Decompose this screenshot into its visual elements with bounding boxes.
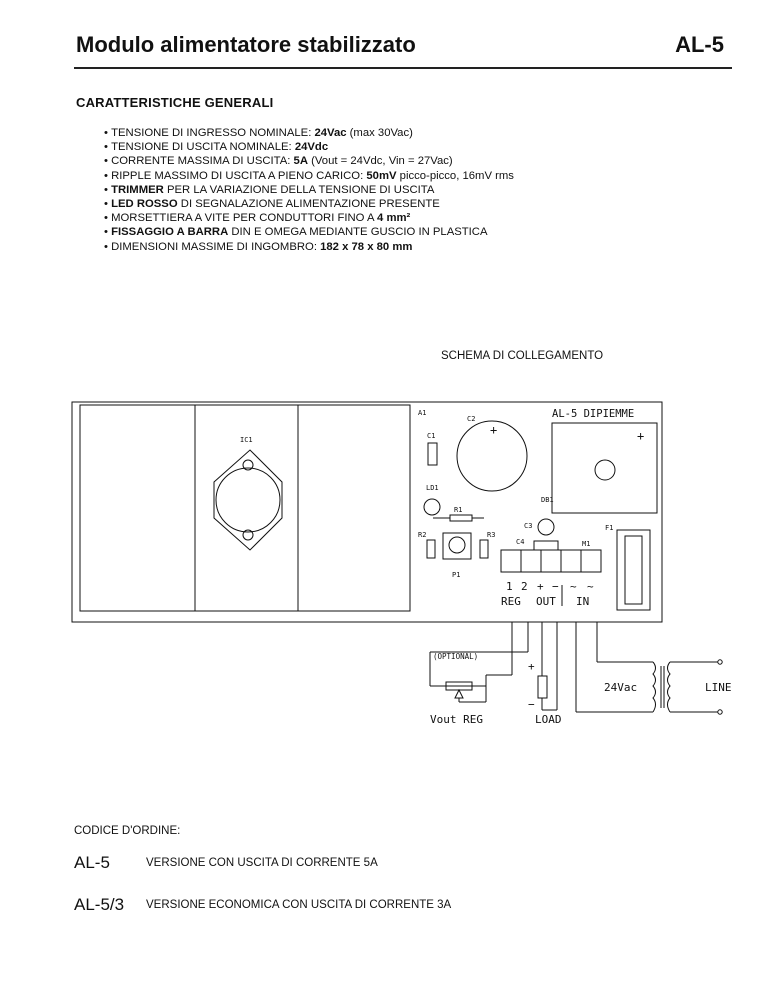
label-f1: F1 (605, 524, 614, 532)
feature-value: LED ROSSO (111, 198, 178, 211)
label-p1: P1 (452, 571, 461, 579)
feature-item (104, 225, 514, 239)
label-r1: R1 (454, 506, 463, 514)
feature-text: DIMENSIONI MASSIME DI INGOMBRO: (111, 240, 321, 253)
feature-text: MORSETTIERA A VITE PER CONDUTTORI FINO A (111, 212, 378, 225)
load-plus: + (528, 660, 535, 673)
diagram-caption: SCHEMA DI COLLEGAMENTO (441, 350, 604, 362)
c1-component (428, 443, 437, 465)
section-title: CARATTERISTICHE GENERALI (76, 95, 274, 110)
terminal-ac2: ~ (587, 580, 594, 593)
transformer (653, 662, 656, 712)
wiring-diagram (0, 390, 768, 740)
ordering-label: CODICE D'ORDINE: (74, 825, 181, 837)
label-a1: A1 (418, 409, 427, 417)
feature-text: DI SEGNALAZIONE ALIMENTAZIONE PRESENTE (177, 198, 440, 211)
order-description: VERSIONE ECONOMICA CON USCITA DI CORRENTE 3A (146, 899, 452, 911)
label-vout-reg: Vout REG (430, 713, 483, 726)
feature-value: 5A (293, 155, 308, 168)
feature-text: DIN E OMEGA MEDIANTE GUSCIO IN PLASTICA (228, 226, 488, 239)
feature-value: 50mV (366, 169, 397, 182)
terminal-2: 2 (521, 580, 528, 593)
label-db1: DB1 (541, 496, 554, 504)
feature-item (104, 126, 514, 140)
feature-list (104, 126, 514, 254)
label-ic1: IC1 (240, 436, 253, 444)
feature-value: 182 x 78 x 80 mm (320, 240, 413, 253)
feature-value: 4 mm² (377, 212, 411, 225)
order-code: AL-5 (74, 853, 110, 872)
ic1-package (214, 450, 282, 550)
terminal-ac1: ~ (570, 580, 577, 593)
order-description: VERSIONE CON USCITA DI CORRENTE 5A (146, 857, 378, 869)
feature-item (104, 183, 514, 197)
feature-item (104, 154, 514, 168)
terminal-plus: + (537, 580, 544, 593)
label-r3: R3 (487, 531, 496, 539)
order-code: AL-5/3 (74, 895, 125, 914)
label-m1: M1 (582, 540, 591, 548)
label-r2: R2 (418, 531, 427, 539)
feature-value: 24Vdc (294, 141, 329, 154)
label-load: LOAD (535, 713, 562, 726)
feature-text: (Vout = 24Vdc, Vin = 27Vac) (308, 155, 453, 168)
header-divider (74, 67, 732, 69)
feature-text: TENSIONE DI USCITA NOMINALE: (111, 141, 295, 154)
feature-text: (max 30Vac) (346, 127, 413, 139)
feature-item (104, 197, 514, 211)
feature-item (104, 169, 514, 183)
label-c1: C1 (427, 432, 436, 440)
m1-terminal-block (501, 550, 601, 572)
c3-component (538, 519, 554, 535)
terminal-minus: − (552, 580, 559, 593)
group-reg: REG (501, 595, 521, 608)
product-code: AL-5 (675, 32, 724, 57)
group-in: IN (576, 595, 590, 608)
label-c4: C4 (516, 538, 525, 546)
page-title: Modulo alimentatore stabilizzato (76, 32, 416, 57)
terminal-1: 1 (506, 580, 513, 593)
feature-text: PER LA VARIAZIONE DELLA TENSIONE DI USCITA (163, 183, 435, 196)
db1-plus-mark: + (637, 429, 645, 443)
c4-component (534, 541, 558, 550)
feature-text: TENSIONE DI INGRESSO NOMINALE: (111, 127, 315, 139)
c2-polarity: + (490, 423, 498, 437)
label-c3: C3 (524, 522, 533, 530)
label-optional: (OPTIONAL) (433, 652, 479, 661)
label-24vac: 24Vac (604, 681, 638, 694)
feature-value: 24Vac (314, 127, 347, 139)
r3-component (480, 540, 488, 558)
feature-text: CORRENTE MASSIMA DI USCITA: (111, 155, 294, 168)
label-line: LINE (705, 681, 732, 694)
ld1-component (424, 499, 440, 515)
load-minus: − (528, 698, 535, 711)
load-resistor (538, 676, 547, 698)
feature-value: TRIMMER (111, 183, 164, 196)
r2-component (427, 540, 435, 558)
board-name: AL-5 DIPIEMME (552, 408, 635, 420)
group-out: OUT (536, 595, 556, 608)
f1-component (617, 530, 650, 610)
feature-text: RIPPLE MASSIMO DI USCITA A PIENO CARICO: (111, 169, 367, 182)
feature-item (104, 240, 514, 254)
feature-item (104, 140, 514, 154)
label-ld1: LD1 (426, 484, 439, 492)
r1-component (450, 515, 472, 521)
feature-value: FISSAGGIO A BARRA (111, 226, 229, 239)
label-c2: C2 (467, 415, 476, 423)
feature-item (104, 211, 514, 225)
feature-text: picco-picco, 16mV rms (396, 169, 514, 182)
